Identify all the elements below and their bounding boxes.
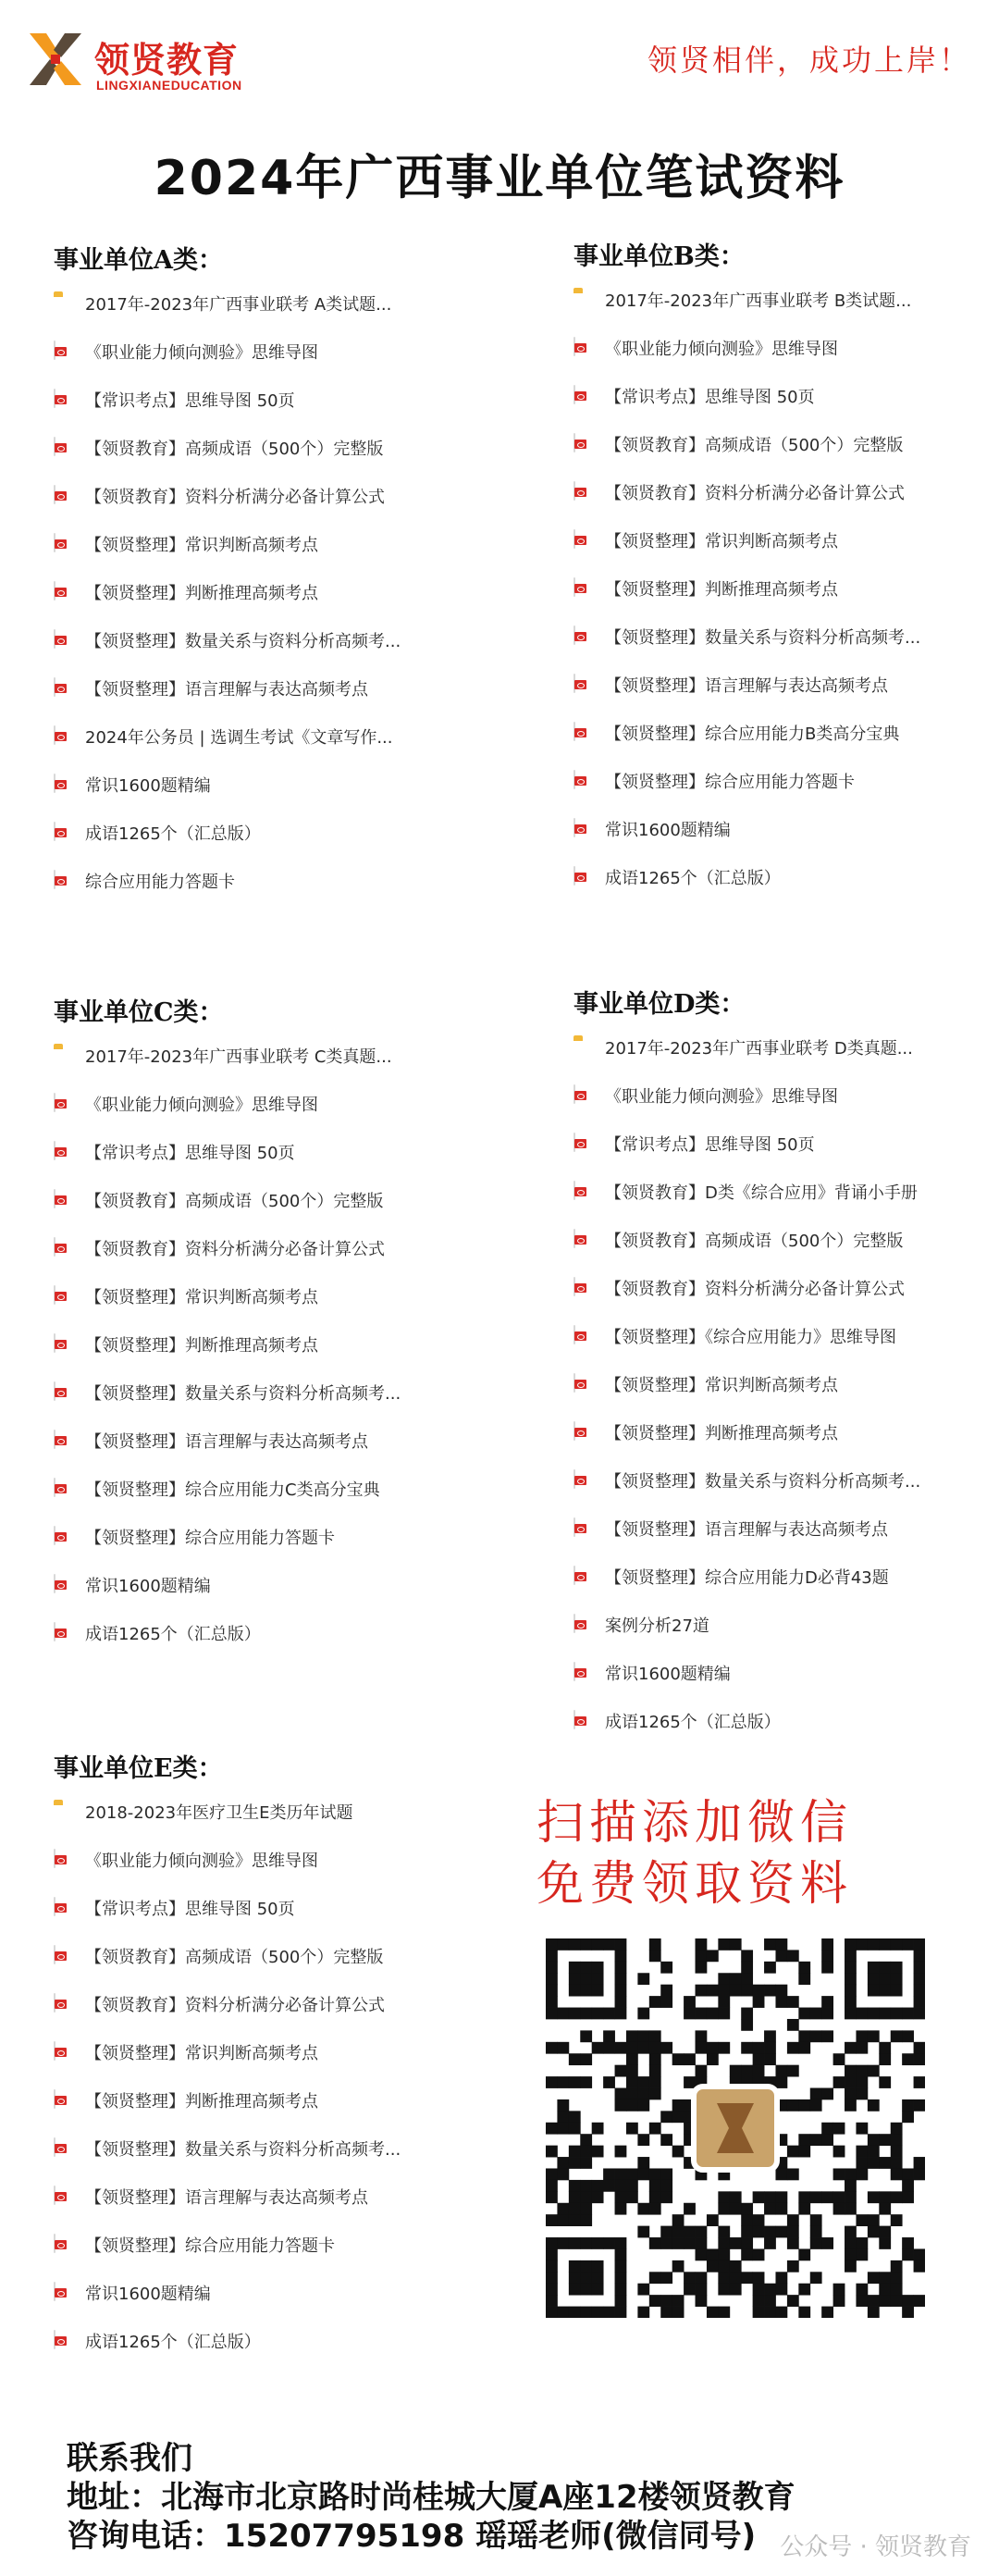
- file-name: 案例分析27道: [605, 1616, 709, 1636]
- pdf-file-icon: [54, 2186, 74, 2207]
- section-b: [574, 239, 980, 901]
- file-list-item[interactable]: [54, 2269, 461, 2317]
- pdf-file-icon: [54, 1286, 74, 1307]
- pdf-file-icon: [54, 2138, 74, 2159]
- pdf-file-icon: [54, 2331, 74, 2351]
- logo-name-en: LINGXIANEDUCATION: [96, 78, 242, 93]
- file-name: 2017年-2023年广西事业联考 B类试题...: [605, 291, 912, 311]
- file-list-item[interactable]: [54, 568, 461, 616]
- file-name: 《职业能力倾向测验》思维导图: [605, 340, 838, 359]
- file-list-item[interactable]: [574, 613, 980, 661]
- pdf-file-icon: [574, 1711, 594, 1731]
- section-title: 事业单位E类：: [54, 1754, 223, 1783]
- file-list-item[interactable]: [54, 2221, 461, 2269]
- pdf-file-icon: [54, 1850, 74, 1870]
- file-name: 【领贤教育】资料分析满分必备计算公式: [605, 484, 905, 503]
- file-list-item[interactable]: [54, 664, 461, 712]
- brand-logo: [26, 26, 253, 100]
- file-name: 成语1265个（汇总版）: [605, 1713, 781, 1732]
- file-list-item[interactable]: [54, 1128, 461, 1176]
- pdf-file-icon: [574, 1615, 594, 1635]
- file-list-item[interactable]: [54, 616, 461, 664]
- file-list-item[interactable]: [54, 1368, 461, 1417]
- pdf-file-icon: [574, 1326, 594, 1346]
- file-list-item[interactable]: [54, 857, 461, 905]
- pdf-file-icon: [574, 434, 594, 454]
- folder-icon: [54, 1802, 74, 1822]
- section-title: 事业单位B类：: [574, 242, 745, 271]
- qr-code-icon: [546, 1938, 925, 2318]
- file-list-item[interactable]: [574, 661, 980, 709]
- promo-line-2: 免费领取资料: [536, 1857, 854, 1912]
- file-list-item[interactable]: [574, 1312, 980, 1360]
- pdf-file-icon: [574, 723, 594, 743]
- file-list-item[interactable]: [574, 372, 980, 420]
- file-name: 【领贤教育】D类《综合应用》背诵小手册: [605, 1183, 918, 1203]
- section-title: 事业单位C类：: [54, 998, 224, 1027]
- file-name: 【领贤整理】数量关系与资料分析高频考...: [605, 628, 921, 648]
- folder-icon: [54, 1046, 74, 1066]
- file-name: 成语1265个（汇总版）: [605, 869, 781, 888]
- file-list: [54, 1032, 461, 1657]
- file-list-item[interactable]: [574, 1023, 980, 1071]
- pdf-file-icon: [54, 1623, 74, 1643]
- file-name: 【领贤整理】数量关系与资料分析高频考...: [85, 2140, 401, 2160]
- pdf-file-icon: [54, 1898, 74, 1918]
- file-list-item[interactable]: [54, 1884, 461, 1932]
- file-name: 常识1600题精编: [85, 776, 211, 796]
- pdf-file-icon: [54, 1479, 74, 1499]
- file-list-item[interactable]: [54, 1836, 461, 1884]
- file-list-item[interactable]: [54, 1561, 461, 1609]
- file-list-item[interactable]: [574, 1216, 980, 1264]
- file-list-item[interactable]: [574, 805, 980, 853]
- file-name: 【领贤教育】资料分析满分必备计算公式: [605, 1280, 905, 1299]
- file-list-item[interactable]: [574, 564, 980, 613]
- file-name: 【领贤整理】语言理解与表达高频考点: [605, 1520, 888, 1540]
- file-list-item[interactable]: [54, 2173, 461, 2221]
- pdf-file-icon: [54, 534, 74, 554]
- file-name: 成语1265个（汇总版）: [85, 1625, 261, 1644]
- pdf-file-icon: [54, 486, 74, 506]
- file-name: 【领贤整理】常识判断高频考点: [85, 2044, 318, 2063]
- pdf-file-icon: [574, 578, 594, 599]
- file-list-item[interactable]: [54, 1417, 461, 1465]
- promo-line-1: 扫描添加微信: [536, 1796, 854, 1851]
- file-name: 【领贤整理】常识判断高频考点: [85, 536, 318, 555]
- file-name: 2017年-2023年广西事业联考 C类真题...: [85, 1047, 392, 1067]
- file-name: 【领贤整理】综合应用能力答题卡: [605, 773, 855, 792]
- file-name: 【领贤整理】语言理解与表达高频考点: [85, 680, 368, 700]
- slogan: 领贤相伴，成功上岸！: [647, 43, 971, 78]
- file-list-item[interactable]: [54, 1320, 461, 1368]
- file-name: 【领贤整理】综合应用能力B类高分宝典: [605, 724, 900, 744]
- section-title: 事业单位D类：: [574, 990, 746, 1019]
- file-name: 《职业能力倾向测验》思维导图: [85, 1852, 318, 1871]
- pdf-file-icon: [54, 1527, 74, 1547]
- file-name: 2024年公务员 | 选调生考试《文章写作...: [85, 728, 393, 748]
- pdf-file-icon: [54, 2042, 74, 2062]
- file-name: 2017年-2023年广西事业联考 D类真题...: [605, 1039, 913, 1059]
- file-name: 【领贤整理】判断推理高频考点: [85, 2092, 318, 2112]
- file-list-item[interactable]: [54, 1513, 461, 1561]
- file-list-item[interactable]: [574, 1168, 980, 1216]
- folder-icon: [574, 1037, 594, 1058]
- file-name: 【常识考点】思维导图 50页: [85, 1144, 295, 1163]
- file-list-item[interactable]: [574, 1071, 980, 1120]
- pdf-file-icon: [54, 823, 74, 843]
- contact-phone: 咨询电话：15207795198 瑶瑶老师(微信同号): [67, 2518, 757, 2555]
- pdf-file-icon: [54, 1946, 74, 1966]
- pdf-file-icon: [574, 1085, 594, 1106]
- file-name: 【常识考点】思维导图 50页: [85, 391, 295, 411]
- pdf-file-icon: [54, 390, 74, 410]
- pdf-file-icon: [574, 1470, 594, 1491]
- file-list-item[interactable]: [574, 420, 980, 468]
- file-list-item[interactable]: [54, 1272, 461, 1320]
- file-name: 【领贤教育】高频成语（500个）完整版: [85, 1948, 384, 1967]
- pdf-file-icon: [574, 819, 594, 839]
- file-list-item[interactable]: [54, 2317, 461, 2365]
- file-name: 【领贤整理】《综合应用能力》思维导图: [605, 1328, 896, 1347]
- pdf-file-icon: [574, 386, 594, 406]
- pdf-file-icon: [54, 1238, 74, 1258]
- file-list-item[interactable]: [54, 1788, 461, 1836]
- file-list-item[interactable]: [54, 1176, 461, 1224]
- file-name: 【领贤整理】综合应用能力D必背43题: [605, 1568, 889, 1588]
- file-list-item[interactable]: [54, 1224, 461, 1272]
- file-name: 【领贤整理】数量关系与资料分析高频考...: [85, 632, 401, 651]
- file-name: 常识1600题精编: [605, 821, 731, 840]
- promo-text: [536, 1793, 971, 1915]
- section-a: [54, 242, 461, 905]
- pdf-file-icon: [54, 774, 74, 795]
- file-list-item[interactable]: [574, 468, 980, 516]
- file-name: 【领贤教育】资料分析满分必备计算公式: [85, 1240, 385, 1259]
- file-list-item[interactable]: [54, 1609, 461, 1657]
- pdf-file-icon: [574, 1374, 594, 1394]
- file-list-item[interactable]: [54, 761, 461, 809]
- pdf-file-icon: [54, 438, 74, 458]
- pdf-file-icon: [574, 1133, 594, 1154]
- file-list-item[interactable]: [574, 757, 980, 805]
- contact-address: 地址：北海市北京路时尚桂城大厦A座12楼领贤教育: [67, 2479, 796, 2516]
- pdf-file-icon: [54, 1382, 74, 1403]
- file-name: 2017年-2023年广西事业联考 A类试题...: [85, 295, 392, 315]
- file-name: 《职业能力倾向测验》思维导图: [85, 343, 318, 363]
- pdf-file-icon: [54, 630, 74, 650]
- pdf-file-icon: [574, 482, 594, 502]
- pdf-file-icon: [574, 530, 594, 551]
- pdf-file-icon: [574, 626, 594, 647]
- file-name: 【常识考点】思维导图 50页: [605, 388, 815, 407]
- pdf-file-icon: [574, 1663, 594, 1683]
- file-list-item[interactable]: [54, 2076, 461, 2124]
- file-list-item[interactable]: [54, 1080, 461, 1128]
- pdf-file-icon: [54, 1190, 74, 1210]
- file-name: 【领贤整理】语言理解与表达高频考点: [85, 1432, 368, 1452]
- file-name: 【常识考点】思维导图 50页: [605, 1135, 815, 1155]
- watermark: 公众号 · 领贤教育: [780, 2533, 971, 2561]
- file-name: 【领贤整理】数量关系与资料分析高频考...: [85, 1384, 401, 1404]
- section-d: [574, 986, 980, 1745]
- pdf-file-icon: [574, 771, 594, 791]
- file-list-item[interactable]: [574, 1120, 980, 1168]
- file-list-item[interactable]: [574, 1601, 980, 1649]
- file-name: 【领贤整理】综合应用能力答题卡: [85, 2236, 335, 2256]
- pdf-file-icon: [574, 1182, 594, 1202]
- file-list-item[interactable]: [54, 520, 461, 568]
- file-list-item[interactable]: [574, 324, 980, 372]
- section-e: [54, 1751, 461, 2365]
- file-list-item[interactable]: [54, 472, 461, 520]
- file-list-item[interactable]: [574, 516, 980, 564]
- file-name: 成语1265个（汇总版）: [85, 824, 261, 844]
- file-name: 【领贤教育】高频成语（500个）完整版: [85, 1192, 384, 1211]
- pdf-file-icon: [54, 871, 74, 891]
- file-name: 【领贤教育】高频成语（500个）完整版: [85, 440, 384, 459]
- pdf-file-icon: [574, 1278, 594, 1298]
- file-name: 常识1600题精编: [85, 2285, 211, 2304]
- pdf-file-icon: [574, 867, 594, 887]
- contact-heading: 联系我们: [67, 2440, 192, 2477]
- file-list-item[interactable]: [574, 1649, 980, 1697]
- pdf-file-icon: [54, 1994, 74, 2014]
- pdf-file-icon: [574, 1567, 594, 1587]
- file-list-item[interactable]: [574, 1360, 980, 1408]
- pdf-file-icon: [574, 675, 594, 695]
- page-title: 2024年广西事业单位笔试资料: [154, 151, 845, 206]
- file-list-item[interactable]: [54, 1980, 461, 2028]
- file-list-item[interactable]: [54, 279, 461, 328]
- file-name: 《职业能力倾向测验》思维导图: [85, 1096, 318, 1115]
- file-list-item[interactable]: [54, 2124, 461, 2173]
- pdf-file-icon: [54, 1094, 74, 1114]
- pdf-file-icon: [54, 341, 74, 362]
- pdf-file-icon: [54, 1430, 74, 1451]
- file-list-item[interactable]: [574, 1264, 980, 1312]
- logo-mark-icon: [26, 30, 85, 89]
- file-list: [574, 276, 980, 901]
- file-name: 【领贤教育】资料分析满分必备计算公式: [85, 488, 385, 507]
- file-list-item[interactable]: [574, 853, 980, 901]
- wechat-qr-code[interactable]: [546, 1938, 925, 2318]
- file-list-item[interactable]: [54, 328, 461, 376]
- file-name: 【常识考点】思维导图 50页: [85, 1900, 295, 1919]
- file-name: 综合应用能力答题卡: [85, 873, 235, 892]
- file-name: 【领贤整理】综合应用能力答题卡: [85, 1529, 335, 1548]
- file-list-item[interactable]: [54, 424, 461, 472]
- pdf-file-icon: [54, 582, 74, 602]
- pdf-file-icon: [54, 1142, 74, 1162]
- file-name: 【领贤教育】资料分析满分必备计算公式: [85, 1996, 385, 2015]
- file-list-item[interactable]: [54, 1465, 461, 1513]
- file-name: 【领贤整理】常识判断高频考点: [605, 1376, 838, 1395]
- file-list-item[interactable]: [574, 1697, 980, 1745]
- logo-name-cn: 领贤教育: [94, 40, 240, 80]
- file-name: 【领贤整理】数量关系与资料分析高频考...: [605, 1472, 921, 1492]
- file-name: 常识1600题精编: [605, 1665, 731, 1684]
- pdf-file-icon: [54, 2235, 74, 2255]
- file-list: [54, 279, 461, 905]
- pdf-file-icon: [54, 1575, 74, 1595]
- file-list-item[interactable]: [54, 1032, 461, 1080]
- file-name: 【领贤整理】判断推理高频考点: [85, 584, 318, 603]
- pdf-file-icon: [574, 1518, 594, 1539]
- file-name: 2018-2023年医疗卫生E类历年试题: [85, 1803, 353, 1823]
- file-name: 成语1265个（汇总版）: [85, 2333, 261, 2352]
- file-name: 【领贤整理】判断推理高频考点: [605, 1424, 838, 1443]
- pdf-file-icon: [54, 2090, 74, 2111]
- file-list-item[interactable]: [574, 276, 980, 324]
- file-name: 【领贤整理】常识判断高频考点: [85, 1288, 318, 1307]
- section-c: [54, 995, 461, 1657]
- pdf-file-icon: [54, 678, 74, 699]
- file-name: 【领贤整理】判断推理高频考点: [85, 1336, 318, 1356]
- file-name: 【领贤整理】常识判断高频考点: [605, 532, 838, 551]
- file-list-item[interactable]: [574, 709, 980, 757]
- folder-icon: [574, 290, 594, 310]
- file-list-item[interactable]: [54, 376, 461, 424]
- pdf-file-icon: [574, 1422, 594, 1443]
- pdf-file-icon: [54, 726, 74, 747]
- pdf-file-icon: [574, 1230, 594, 1250]
- file-list-item[interactable]: [54, 2028, 461, 2076]
- file-name: 【领贤整理】语言理解与表达高频考点: [605, 676, 888, 696]
- file-list: [574, 1023, 980, 1745]
- file-name: 【领贤整理】语言理解与表达高频考点: [85, 2188, 368, 2208]
- file-list-item[interactable]: [54, 809, 461, 857]
- file-name: 【领贤整理】判断推理高频考点: [605, 580, 838, 600]
- pdf-file-icon: [54, 1334, 74, 1355]
- file-list-item[interactable]: [54, 712, 461, 761]
- file-list-item[interactable]: [574, 1505, 980, 1553]
- pdf-file-icon: [54, 2283, 74, 2303]
- file-name: 【领贤整理】综合应用能力C类高分宝典: [85, 1480, 380, 1500]
- file-list-item[interactable]: [574, 1456, 980, 1505]
- file-name: 《职业能力倾向测验》思维导图: [605, 1087, 838, 1107]
- pdf-file-icon: [574, 338, 594, 358]
- file-list-item[interactable]: [574, 1553, 980, 1601]
- file-name: 【领贤教育】高频成语（500个）完整版: [605, 436, 904, 455]
- section-title: 事业单位A类：: [54, 246, 223, 275]
- file-name: 【领贤教育】高频成语（500个）完整版: [605, 1232, 904, 1251]
- file-list-item[interactable]: [574, 1408, 980, 1456]
- file-name: 常识1600题精编: [85, 1577, 211, 1596]
- file-list: [54, 1788, 461, 2365]
- file-list-item[interactable]: [54, 1932, 461, 1980]
- folder-icon: [54, 293, 74, 314]
